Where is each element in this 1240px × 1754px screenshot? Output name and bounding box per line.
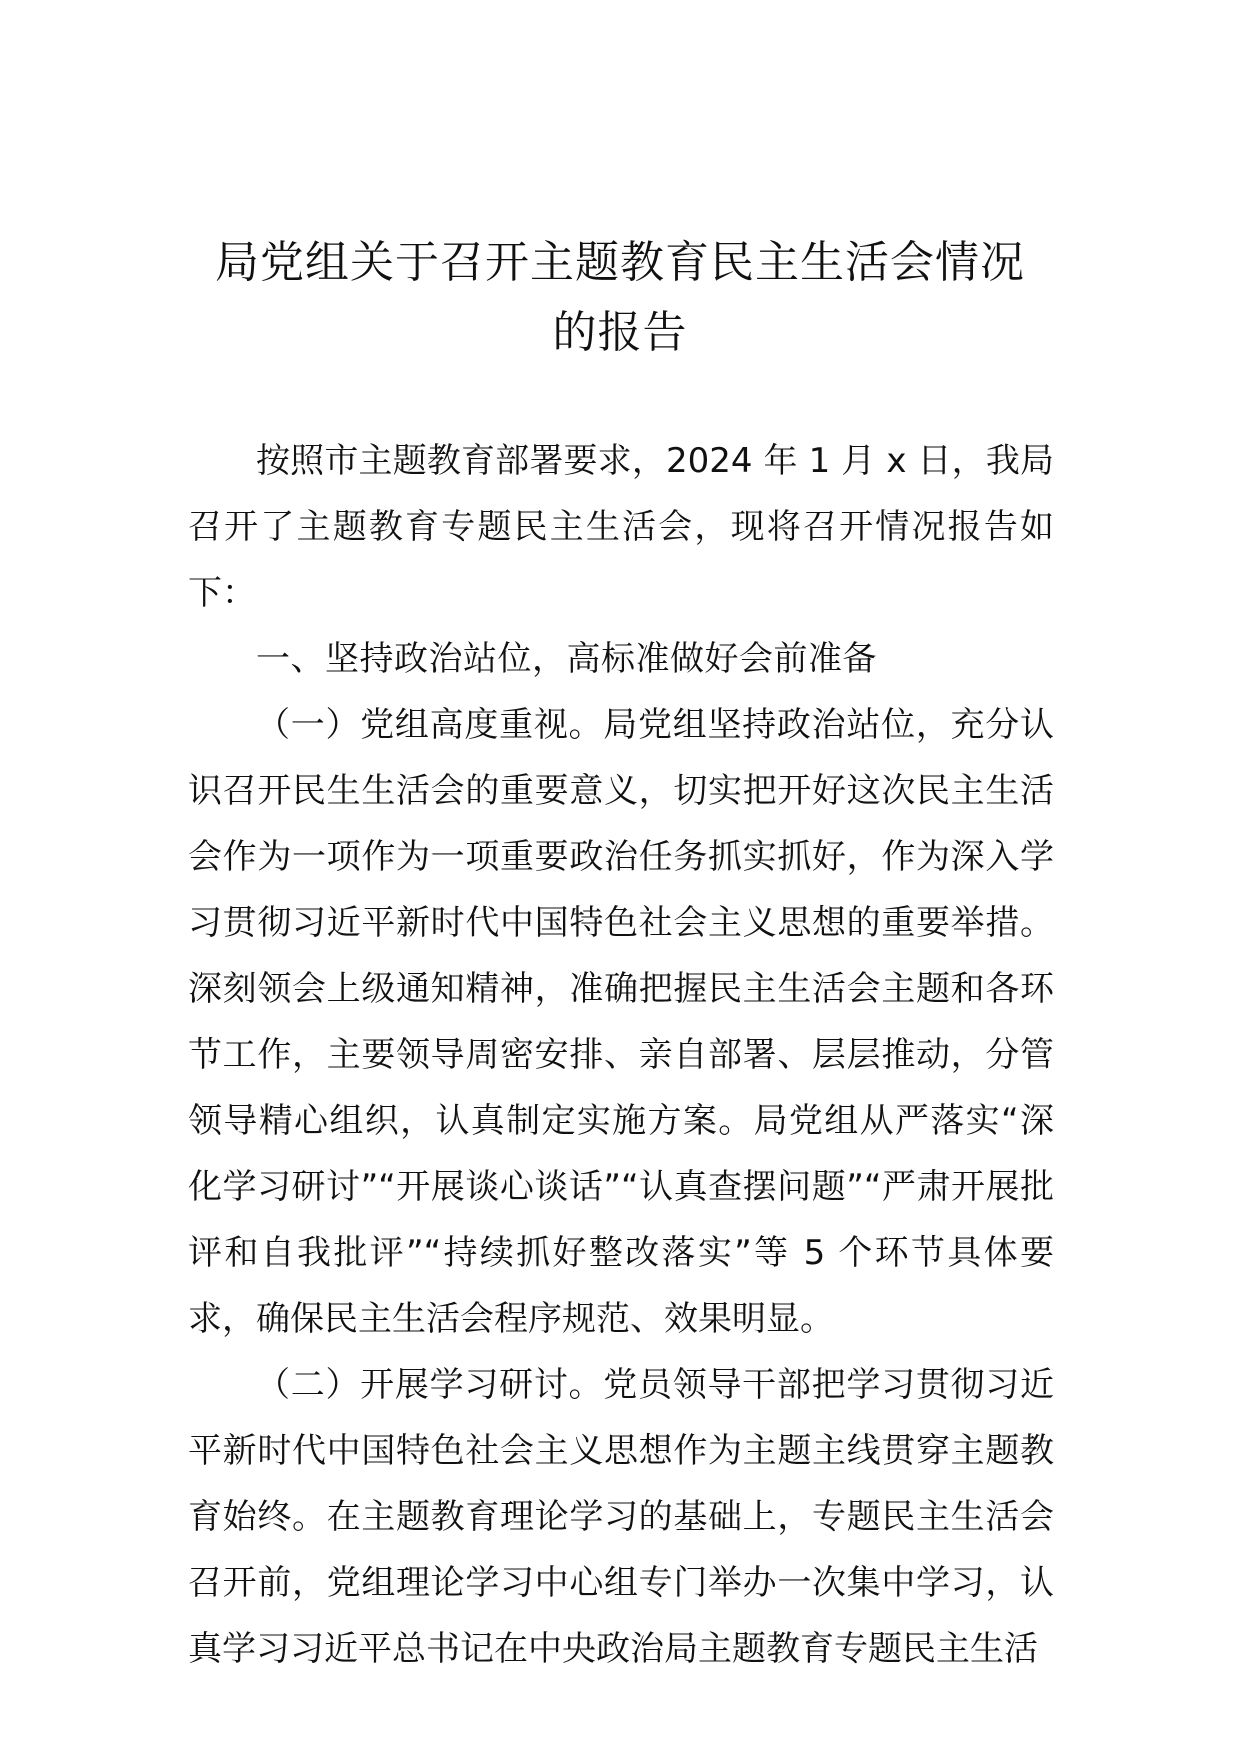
- title-line-1: 局党组关于召开主题教育民主生活会情况: [215, 237, 1025, 288]
- document-title: [160, 228, 1080, 368]
- section-heading-1: 一、坚持政治站位，高标准做好会前准备: [256, 639, 877, 679]
- document-body: [188, 428, 1054, 1682]
- paragraph-subsection-1: （一）党组高度重视。局党组坚持政治站位，充分认识召开民生生活会的重要意义，切实把开好这次民主生活会作为一项作为一项重要政治任务抓实抓好，作为深入学习贯彻习近平新时代中国特色社会主义思想的重要举措。深刻领会上级通知精神，准确把握民主生活会主题和各环节工作，主要领导周密安排、亲自部署、层层推动，分管领导精心组织，认真制定实施方案。局党组从严落实“深化学习研讨”“开展谈心谈话”“认真查摆问题”“严肃开展批评和自我批评”“持续抓好整改落实”等 5 个环节具体要求，确保民主生活会程序规范、效果明显。: [188, 705, 1054, 1339]
- title-line-2: 的报告: [552, 307, 688, 358]
- intro-paragraph: 按照市主题教育部署要求，2024 年 1 月 x 日，我局召开了主题教育专题民主生活会，现将召开情况报告如下：: [188, 441, 1054, 613]
- paragraph-subsection-2: （二）开展学习研讨。党员领导干部把学习贯彻习近平新时代中国特色社会主义思想作为主题主线贯穿主题教育始终。在主题教育理论学习的基础上，专题民主生活会召开前，党组理论学习中心组专门举办一次集中学习，认真学习习近平总书记在中央政治局主题教育专题民主生活: [188, 1365, 1054, 1669]
